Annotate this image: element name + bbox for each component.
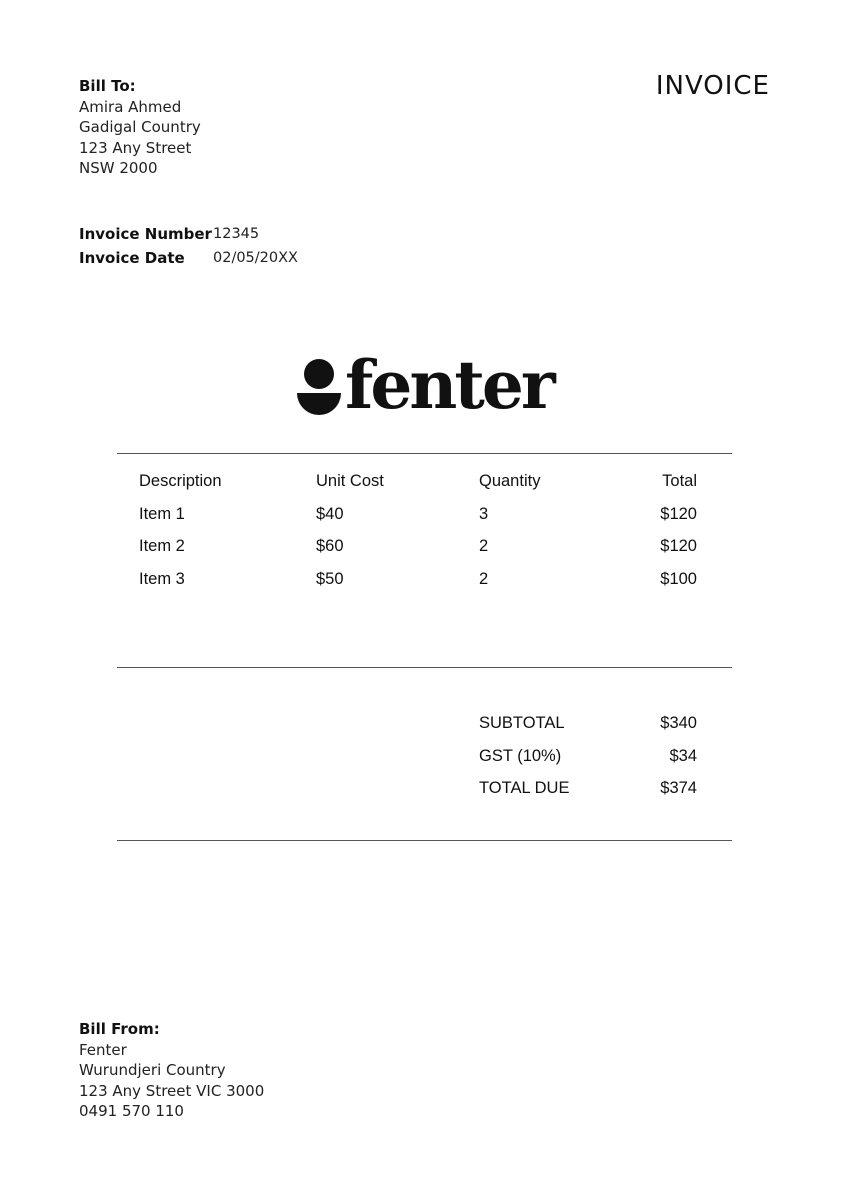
subtotal-row [479,712,697,745]
logo-mark-icon [296,355,346,419]
item-unit-cost: $40 [316,504,344,523]
invoice-date-value: 02/05/20XX [213,250,298,266]
bill-from-country: Wurundjeri Country [79,1061,226,1079]
column-header-description: Description [139,472,222,490]
items-table [139,470,697,600]
page-title: INVOICE [655,71,770,101]
gst-label: GST (10%) [479,746,562,765]
item-quantity: 2 [479,537,489,555]
bill-from-phone: 0491 570 110 [79,1102,184,1120]
divider-top [117,453,732,454]
subtotal-value: $340 [660,714,697,732]
logo-wordmark: fenter [345,346,553,424]
total-due-value: $374 [660,779,697,797]
table-row [139,568,697,601]
item-unit-cost: $50 [316,569,344,588]
column-header-unit-cost: Unit Cost [316,472,384,490]
divider-middle [117,667,732,668]
bill-to-street: 123 Any Street [79,138,192,157]
bill-to-label: Bill To: [79,77,136,95]
gst-value: $34 [669,746,697,765]
total-due-row [479,777,697,810]
invoice-number-row [79,222,298,246]
item-description: Item 1 [139,504,185,523]
bill-to-country: Gadigal Country [79,118,201,136]
bill-to-name: Amira Ahmed [79,97,182,116]
item-total: $120 [660,537,697,555]
bill-from-address: 123 Any Street VIC 3000 [79,1081,265,1100]
bill-from-block [79,1019,264,1122]
table-row [139,535,697,568]
bill-to-block [79,76,201,179]
invoice-date-label: Invoice Date [79,249,185,267]
column-header-quantity: Quantity [479,472,541,490]
invoice-date-row [79,246,298,270]
bill-from-company: Fenter [79,1040,127,1059]
divider-bottom [117,840,732,841]
invoice-number-value: 12345 [213,226,260,242]
column-header-total: Total [662,472,697,490]
subtotal-label: SUBTOTAL [479,714,565,732]
table-header-row [139,470,697,503]
company-logo [296,346,554,424]
totals-block [479,712,697,810]
invoice-number-label: Invoice Number [79,225,212,243]
gst-row [479,745,697,778]
item-quantity: 2 [479,569,489,588]
item-total: $120 [660,504,697,523]
bill-to-state-postcode: NSW 2000 [79,159,158,177]
table-row [139,503,697,536]
item-description: Item 3 [139,569,185,588]
total-due-label: TOTAL DUE [479,779,570,797]
bill-from-label: Bill From: [79,1020,160,1038]
item-total: $100 [660,569,697,588]
invoice-meta [79,222,298,270]
item-unit-cost: $60 [316,537,344,555]
item-quantity: 3 [479,504,489,523]
item-description: Item 2 [139,537,185,555]
